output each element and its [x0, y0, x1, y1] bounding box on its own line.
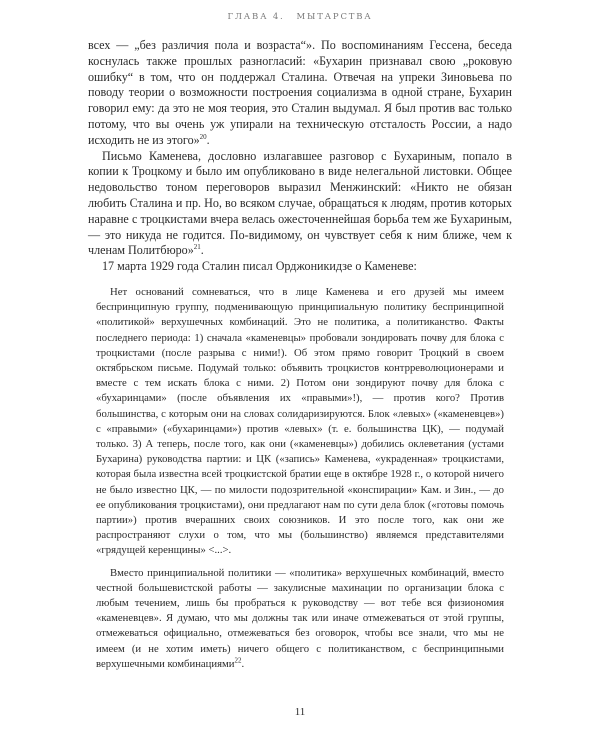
paragraph-1: всех — „без различия пола и возраста“». По воспоминаниям Гессена, беседа коснулась также прошлых разногласий: «Бухарин признавал свою „роковую ошибку“ в том, что он поддержал Сталина. Отвечая на упреки Зиновьева по поводу теории о возможности построения социализма в одной стране, Бухарин говорил ему: да это не моя теория, это Сталин выдумал. Я был против вас только потому, что вы очень уж упирали на техническую отсталость России, а надо исходить не из этого»$^{20}$.: [88, 38, 512, 147]
footnote-ref-20: 20: [199, 132, 207, 141]
footnote-ref-22: 22: [234, 656, 242, 665]
page-body: [88, 38, 512, 672]
paragraph-3: [88, 259, 512, 275]
paragraph-2-text: Письмо Каменева, дословно излагавшее разговор с Бухариным, попало в копии к Троцкому и было им опубликовано в виде нелегальной листовки. Общее недовольство тоном переговоров выразил Менжинский: «Никто не обязан любить Сталина и пр. Но, во всяком случае, обращаться к людям, против которых наравне с троцкистами вчера велась ожесточеннейшая борьба тем же Бухариным, — это никуда не годится. По-видимому, он чувствует себя к ним ближе, чем к членам Политбюро»: [88, 148, 512, 258]
paragraph-3-text: 17 марта 1929 года Сталин писал Орджоникидзе о Каменеве:: [102, 259, 417, 274]
chapter-label: ГЛАВА 4.: [227, 12, 285, 22]
quote-paragraph-2-text: Вместо принципиальной политики — «политика» верхушечных комбинаций, вместо честной большевистской работы — закулисные махинации по организации блока с любым течением, лишь бы пробраться к руководству — вот тебе вся физиономия «каменевцев». Я думаю, что мы должны так или иначе отмежеваться от этой группы, отмежеваться официально, отмежеваться без оговорок, чтобы все знали, что мы не имеем (и не хотим иметь) ничего общего с политиканством, с беспринципными верхушечными комбинациями: [96, 566, 504, 670]
quote-paragraph-1: [96, 285, 504, 559]
running-header: [0, 12, 600, 22]
paragraph-1-text: всех — „без различия пола и возраста“». По воспоминаниям Гессена, беседа коснулась также прошлых разногласий: «Бухарин признавал свою „роковую ошибку“ в том, что он поддержал Сталина. Отвечая на упреки Зиновьева по поводу теории о возможности построения социализма в одной стране, Бухарин говорил ему: да это не моя теория, это Сталин выдумал. Я был против вас только потому, что вы очень уж упирали на техническую отсталость России, а надо исходить не из этого»: [88, 38, 512, 147]
block-quote: [88, 285, 512, 672]
footnote-ref-21: 21: [193, 243, 201, 252]
chapter-title: МЫТАРСТВА: [296, 12, 373, 22]
paragraph-2: Письмо Каменева, дословно излагавшее разговор с Бухариным, попало в копии к Троцкому и было им опубликовано в виде нелегальной листовки. Общее недовольство тоном переговоров выразил Менжинский: «Никто не обязан любить Сталина и пр. Но, во всяком случае, обращаться к людям, против которых наравне с троцкистами вчера велась ожесточеннейшая борьба тем же Бухариным, — это никуда не годится. По-видимому, он чувствует себя к ним ближе, чем к членам Политбюро»$^{21}$.: [88, 148, 512, 258]
quote-paragraph-1-text: Нет оснований сомневаться, что в лице Каменева и его друзей мы имеем беспринципную группу, подменивающую принципиальную политику беспринципной «политикой» верхушечных комбинаций. Это не политика, а политиканство. Факты последнего периода: 1) сначала «каменевцы» пробовали зондировать почву для блока с троцкистами (после разрыва с ними!). Об этом прямо говорит Троцкий в своем октябрьском письме. Подумай только: объявить троцкистов контрреволюционерами и вместе с тем искать блока с ними. 2) Потом они зондируют почву для блока с «бухаринцами» (после объявления их «правыми»!), — против кого? Против большинства, с которым они на словах солидаризируются. Блок «левых» («каменевцев») с «правыми» («бухаринцами») против «левых» (т. е. большинства ЦК), — подумай только. 3) А теперь, после того, как они («каменевцы») добились оклеветания (устами Бухарина) руководства партии: и ЦК («запись» Каменева, «украденная» троцкистами, которая была известна всей троцкистской братии еще в октябре 1928 г., о которой ничего не было известно ЦК, — по милости подозрительной «конспирации» Кам. и Зин., — до ее опубликования троцкистами), они предлагают нам по сути дела блок («готовы помочь партии») против вчерашних своих союзников. И это после того, как они же распространяют слухи о том, что мы (большинство) являемся представителями «грядущей керенщины» <...>.: [96, 285, 504, 557]
page-number: 11: [294, 706, 306, 718]
quote-paragraph-2: Вместо принципиальной политики — «политика» верхушечных комбинаций, вместо честной большевистской работы — закулисные махинации по организации блока с любым течением, лишь бы пробраться к руководству — вот тебе вся физиономия «каменевцев». Я думаю, что мы должны так или иначе отмежеваться от этой группы, отмежеваться официально, отмежеваться без оговорок, чтобы все знали, что мы не имеем (и не хотим иметь) ничего общего с политиканством, с беспринципными верхушечными комбинациями$^{22}$.: [96, 566, 504, 670]
